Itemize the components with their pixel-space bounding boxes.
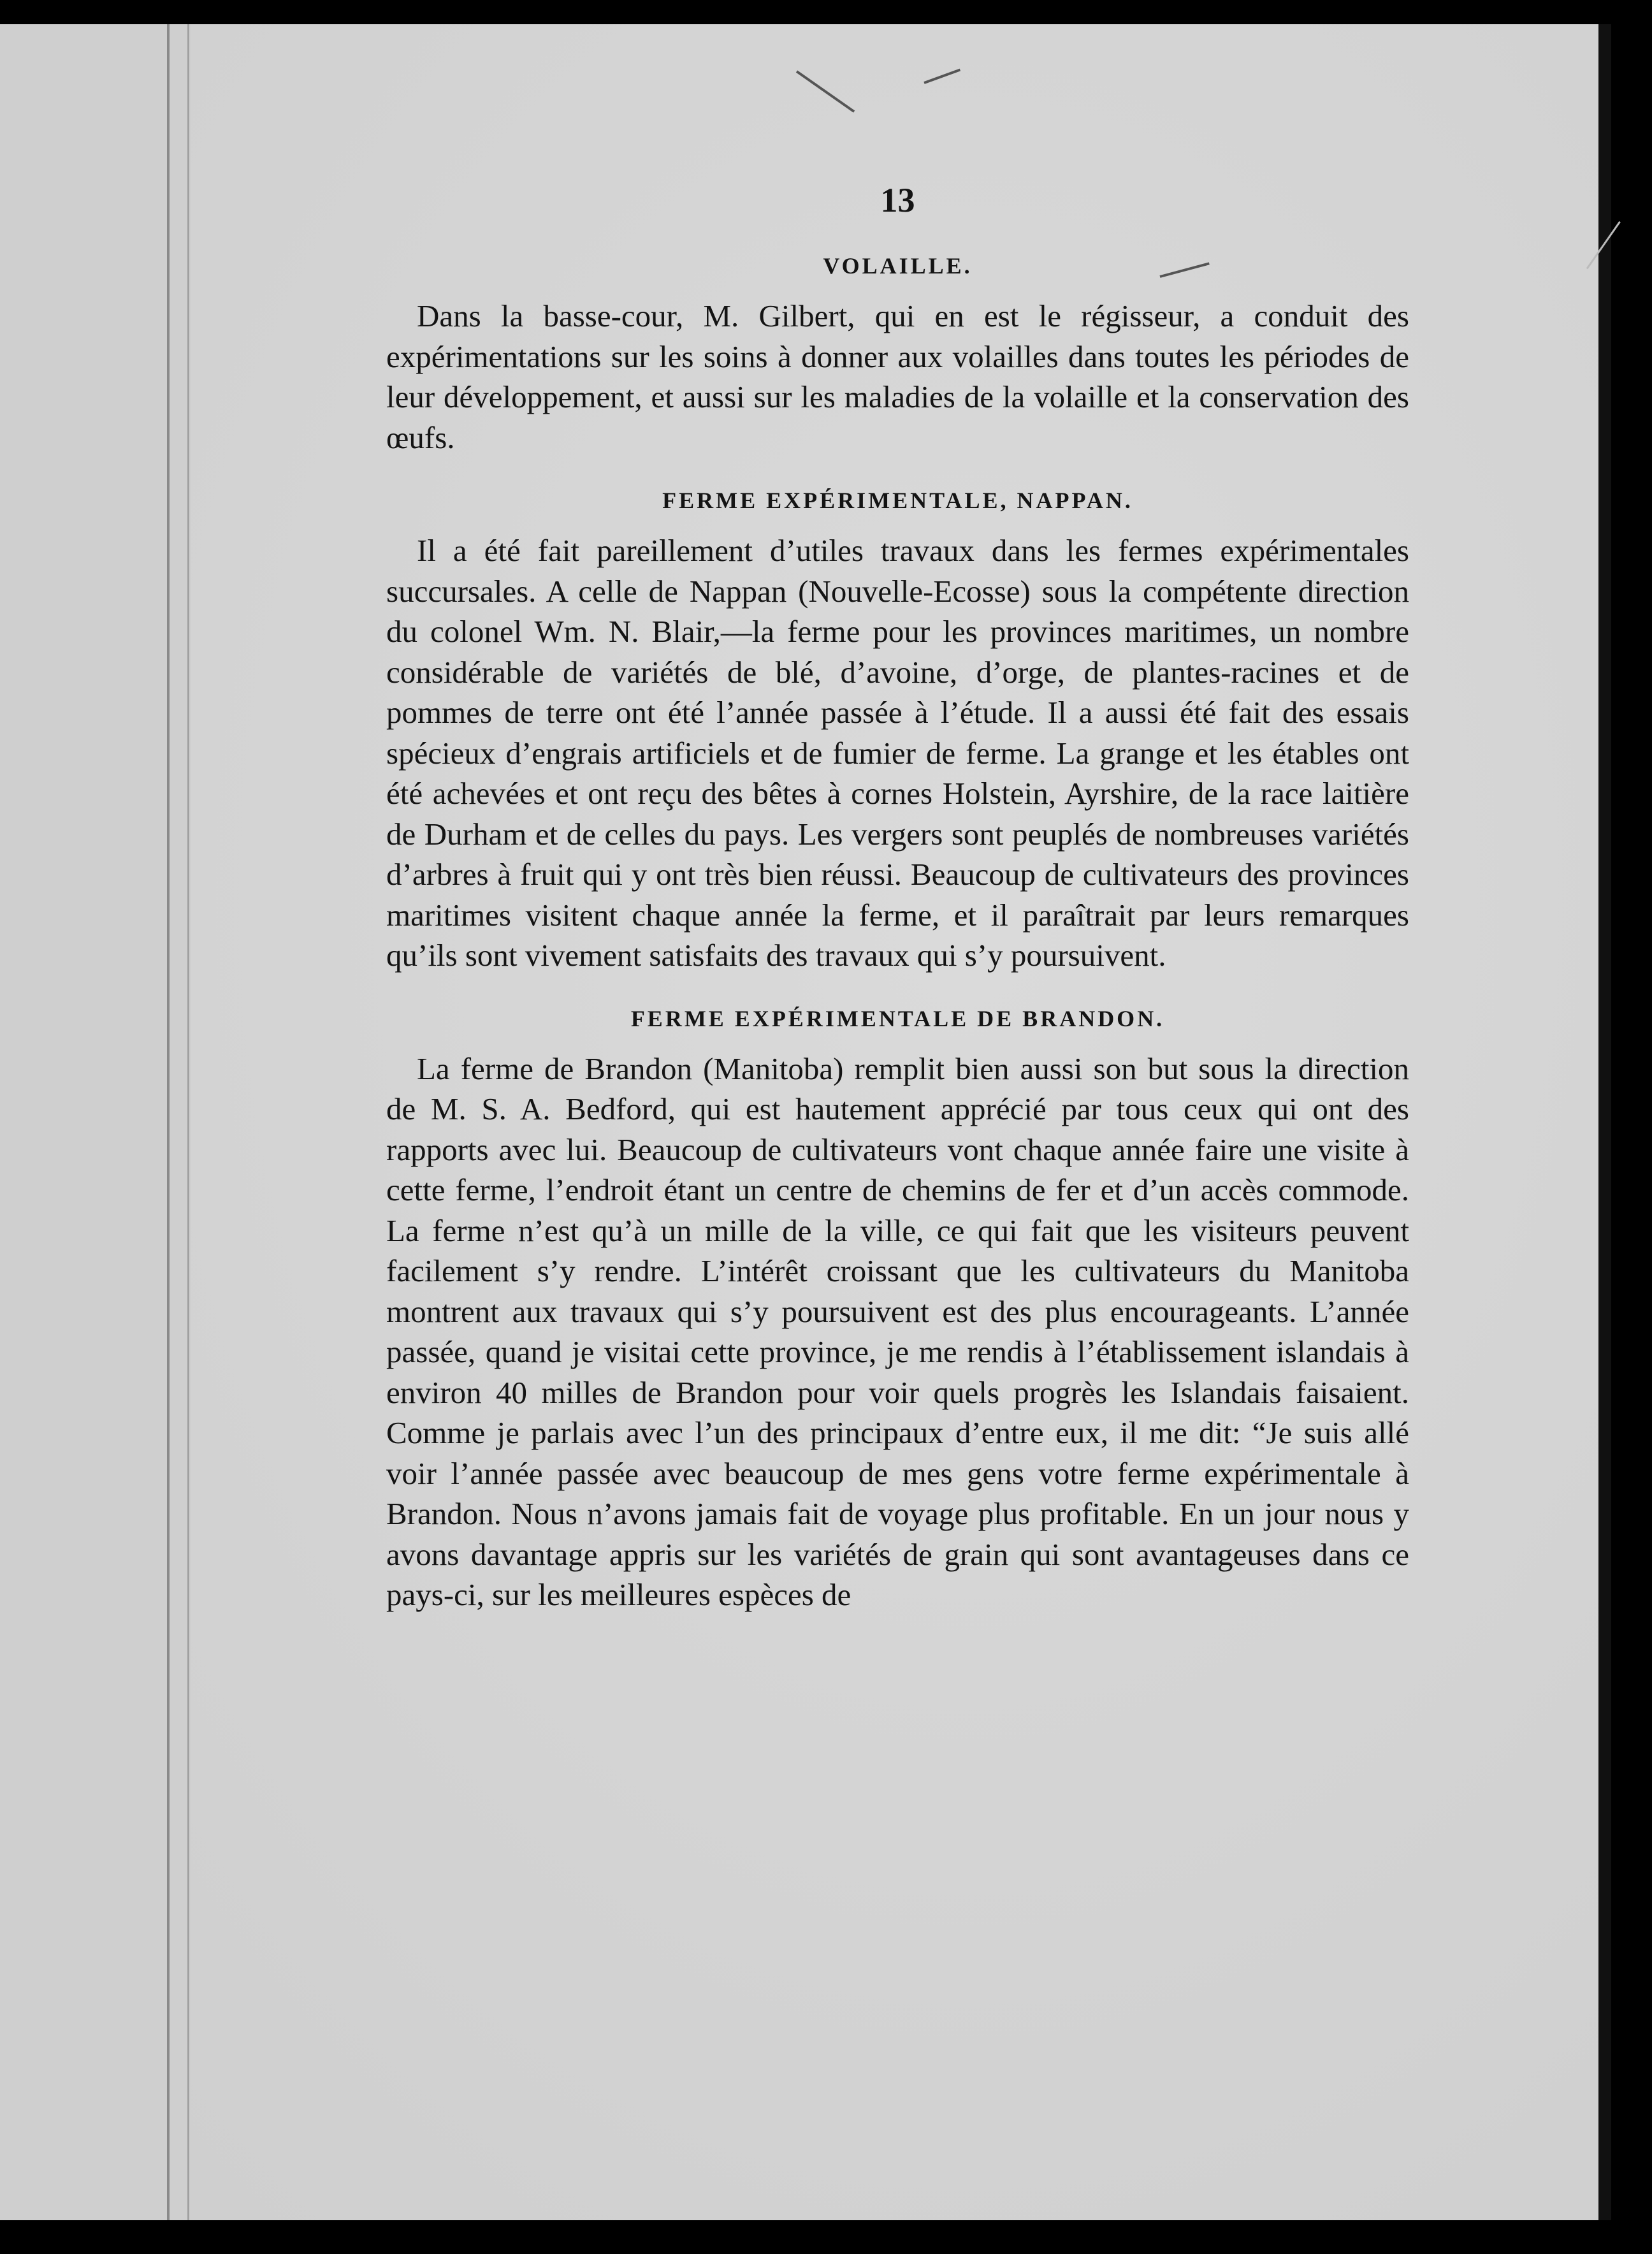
section-heading-volaille: VOLAILLE. (823, 253, 973, 279)
section-heading-nappan: FERME EXPÉRIMENTALE, NAPPAN. (662, 488, 1133, 513)
page-number: 13 (880, 181, 915, 219)
page-fold-line (167, 24, 170, 2220)
section-heading-brandon: FERME EXPÉRIMENTALE DE BRANDON. (630, 1005, 1165, 1031)
paragraph-nappan: Il a été fait pareillement d’utiles travaux dans les fermes expérimentales succursales. A celle de Nappan (Nouvelle-Ecosse) sous la compétente direction du colonel Wm. N. Blair,—la ferme pour les provinces maritimes, un nombre considérable de variétés de blé, d’avoine, d’orge, de plantes-racines et de pommes de terre ont été l’année passée à l’étude. Il a aussi été fait des essais spécieux d’engrais artificiels et de fumier de ferme. La grange et les étables ont été achevées et ont reçu des bêtes à cornes Holstein, Ayrshire, de la race laitière de Durham et de celles du pays. Les vergers sont peuplés de nombreuses variétés d’arbres à fruit qui y ont très bien réussi. Beaucoup de cultivateurs des provinces maritimes visitent chaque année la ferme, et il paraîtrait par leurs remarques qu’ils sont vivement satisfaits des travaux qui s’y poursuivent. (386, 533, 1409, 973)
paragraph-brandon: La ferme de Brandon (Manitoba) remplit bien aussi son but sous la direction de M. S. A. Bedford, qui est hautement apprécié par tous ceux qui ont des rapports avec lui. Beaucoup de cultivateurs vont chaque année faire une visite à cette ferme, l’endroit étant un centre de chemins de fer et d’un accès commode. La ferme n’est qu’à un mille de la ville, ce qui fait que les visiteurs peuvent facilement s’y rendre. L’intérêt croissant que les cultivateurs du Manitoba montrent aux travaux qui s’y poursuivent est des plus encourageants. L’année passée, quand je visitai cette province, je me rendis à l’établissement islandais à environ 40 milles de Brandon pour voir quels progrès les Islandais faisaient. Comme je parlais avec l’un des principaux d’entre eux, il me dit: “Je suis allé voir l’année passée avec beaucoup de mes gens votre ferme expérimentale à Brandon. Nous n’avons jamais fait de voyage plus profitable. En un jour nous y avons davantage appris sur les variétés de grain qui sont avantageuses dans ce pays-ci, sur les meilleures espèces de (386, 1051, 1409, 1612)
text-block (386, 178, 1409, 1615)
page-fold-line (187, 24, 189, 2220)
paragraph-volaille: Dans la basse-cour, M. Gilbert, qui en est le régisseur, a conduit des expérimentations sur les soins à donner aux volailles dans toutes les périodes de leur développement, et aussi sur les maladies de la volaille et la conservation des œufs. (386, 298, 1409, 455)
page-right-edge (1598, 24, 1611, 2220)
left-page-leaf (0, 24, 191, 2220)
